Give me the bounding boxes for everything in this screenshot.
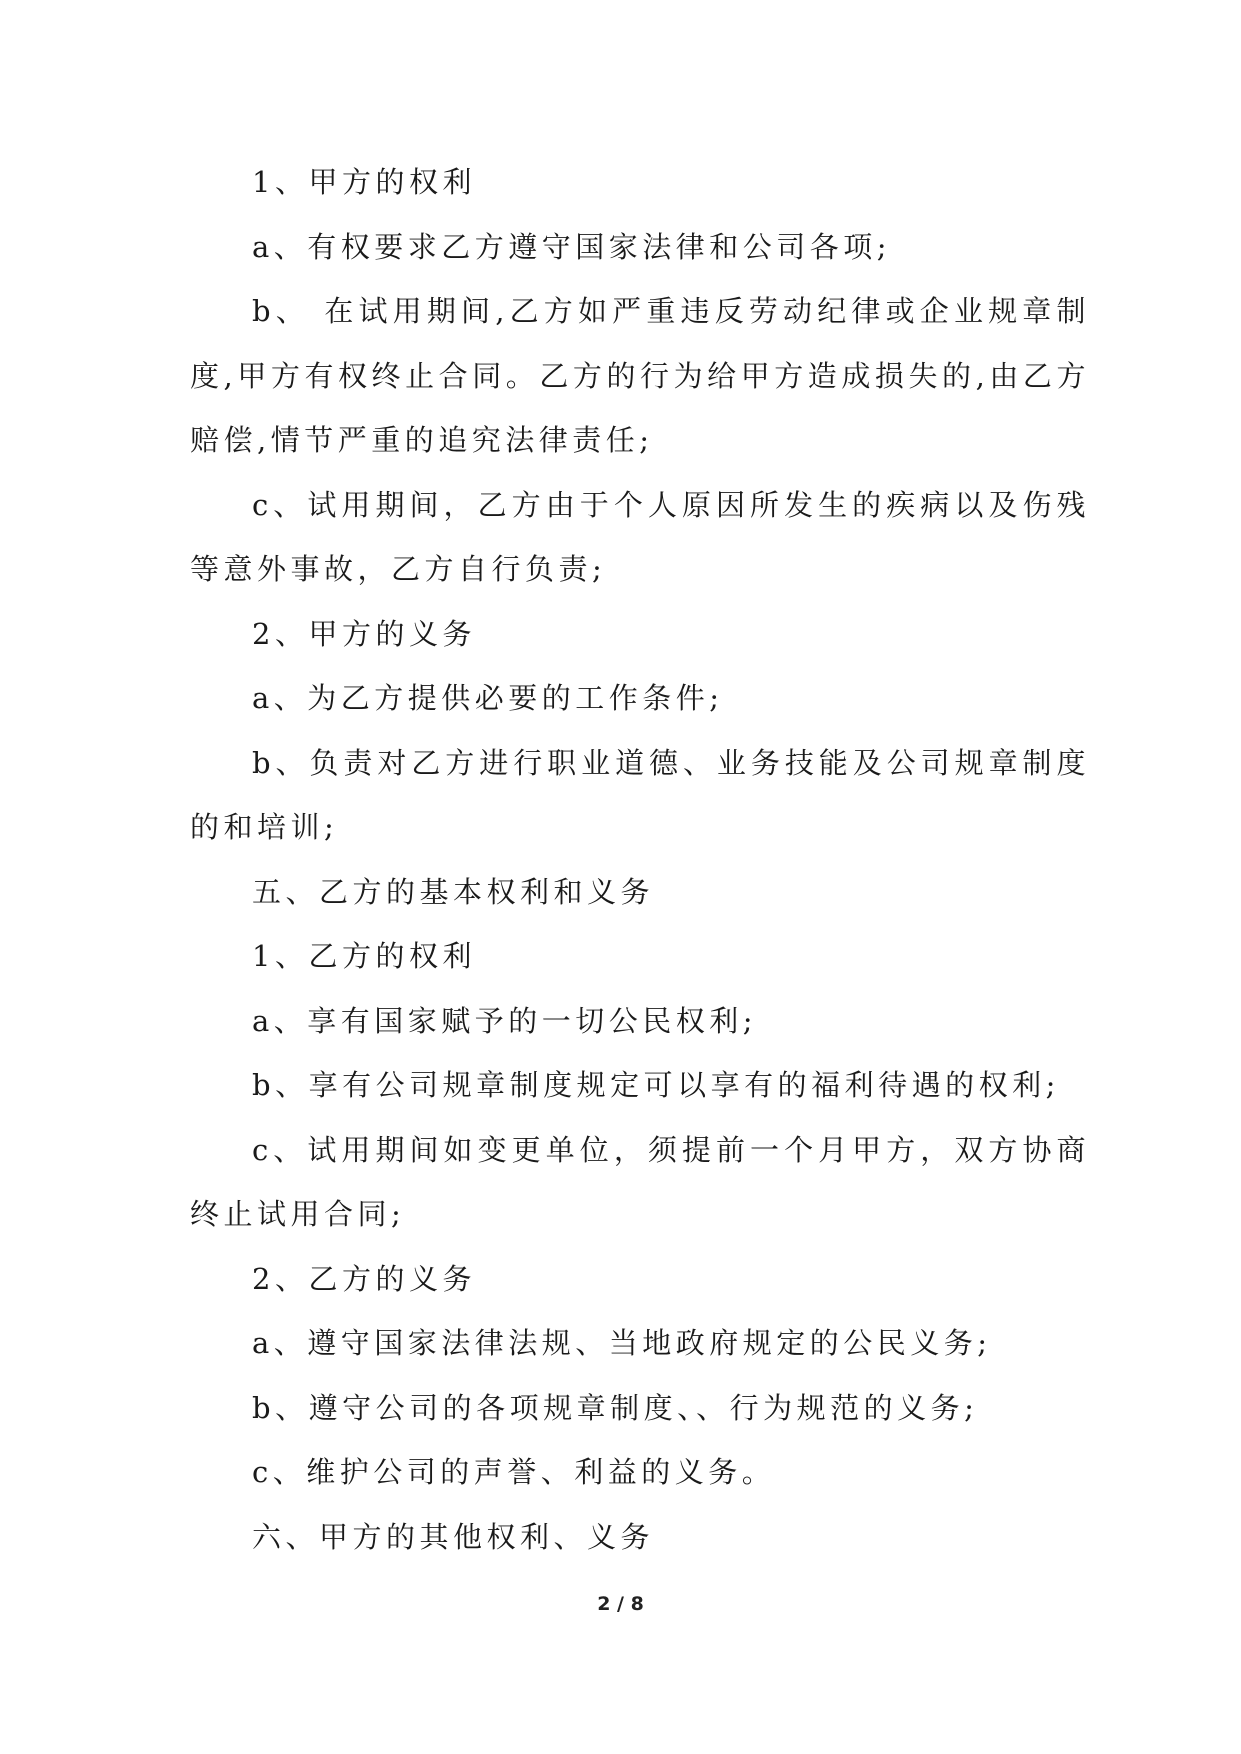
paragraph-party-a-duties-heading: 2、甲方的义务 — [252, 616, 476, 651]
section-heading-five: 五、乙方的基本权利和义务 — [252, 874, 655, 909]
paragraph-party-b-right-a: a、享有国家赋予的一切公民权利; — [252, 1003, 758, 1038]
paragraph-party-a-rights-heading: 1、甲方的权利 — [252, 165, 476, 199]
paragraph-party-a-right-c: c、试用期间，乙方由于个人原因所发生的疾病以及伤残等意外事故，乙方自行负责; — [190, 487, 1090, 586]
paragraph-party-a-right-b: b、 在试用期间,乙方如严重违反劳动纪律或企业规章制度,甲方有权终止合同。乙方的行为给甲方造成损失的,由乙方赔偿,情节严重的追究法律责任; — [190, 294, 1090, 457]
paragraph-party-a-right-a: a、有权要求乙方遵守国家法律和公司各项; — [252, 229, 892, 264]
section-heading-six: 六、甲方的其他权利、义务 — [252, 1519, 655, 1554]
paragraph-party-b-duties-heading: 2、乙方的义务 — [252, 1261, 476, 1296]
paragraph-party-b-right-b: b、享有公司规章制度规定可以享有的福利待遇的权利; — [252, 1068, 1060, 1102]
paragraph-party-b-rights-heading: 1、乙方的权利 — [252, 939, 476, 973]
paragraph-party-a-duty-a: a、为乙方提供必要的工作条件; — [252, 681, 724, 715]
paragraph-party-b-duty-a: a、遵守国家法律法规、当地政府规定的公民义务; — [252, 1326, 992, 1360]
paragraph-party-b-right-c: c、试用期间如变更单位，须提前一个月甲方，双方协商终止试用合同; — [190, 1132, 1090, 1231]
paragraph-party-b-duty-c: c、维护公司的声誉、利益的义务。 — [252, 1455, 776, 1489]
paragraph-party-b-duty-b: b、遵守公司的各项规章制度、、行为规范的义务; — [252, 1390, 979, 1425]
document-body — [190, 150, 1090, 1569]
page-number: 2 / 8 — [597, 1593, 644, 1615]
paragraph-party-a-duty-b: b、负责对乙方进行职业道德、业务技能及公司规章制度的和培训; — [190, 745, 1090, 844]
